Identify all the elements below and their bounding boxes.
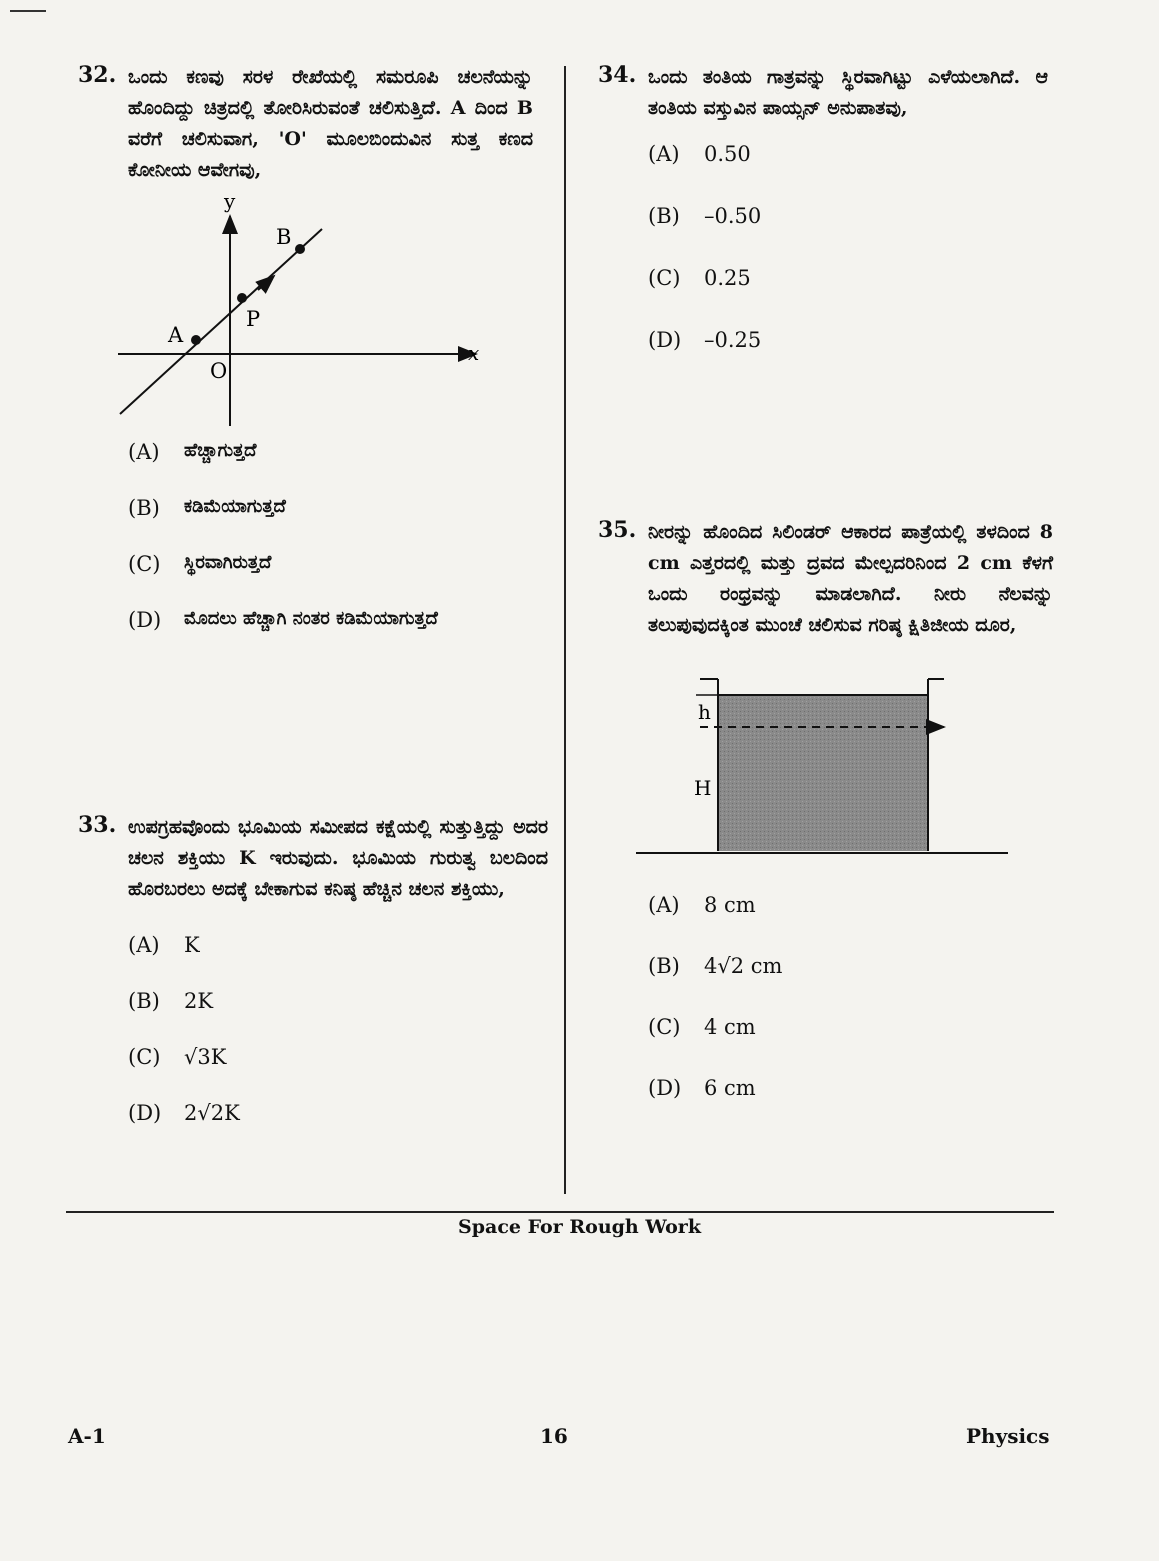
option-text: ಸ್ಥಿರವಾಗಿರುತ್ತದೆ <box>184 552 272 573</box>
option-text: 6 cm <box>704 1076 756 1100</box>
option-c[interactable] <box>648 266 1058 328</box>
question-number: 32. <box>78 62 117 88</box>
option-a[interactable] <box>128 933 548 989</box>
option-c[interactable] <box>128 552 548 608</box>
point-a-label: A <box>168 323 184 347</box>
option-d[interactable] <box>648 1076 1058 1137</box>
option-text: √3K <box>184 1045 227 1069</box>
question-number: 35. <box>598 517 637 543</box>
rough-work-divider <box>66 1211 1054 1213</box>
point-b-dot <box>295 244 305 254</box>
question-32 <box>78 62 548 747</box>
option-text: ಕಡಿಮೆಯಾಗುತ್ತದೆ <box>184 496 286 517</box>
particle-line-diagram <box>110 194 490 434</box>
option-c[interactable] <box>648 1015 1058 1076</box>
question-text: ಒಂದು ತಂತಿಯ ಗಾತ್ರವನ್ನು ಸ್ಥಿರವಾಗಿಟ್ಟು ಎಳೆಯಲಾಗಿದೆ. ಆ ತಂತಿಯ ವಸ್ತುವಿನ ಪಾಯ್ಸನ್ ಅನುಪಾತವು, <box>648 66 1048 119</box>
option-label: (C) <box>648 1015 681 1039</box>
option-text: 0.25 <box>704 266 751 290</box>
option-d[interactable] <box>128 1101 548 1157</box>
option-text: K <box>184 933 200 957</box>
question-35 <box>598 517 1058 1137</box>
options-list <box>648 893 1058 1137</box>
option-a[interactable] <box>648 893 1058 954</box>
option-label: (A) <box>128 440 160 464</box>
option-label: (C) <box>128 552 161 576</box>
option-a[interactable] <box>648 142 1058 204</box>
option-label: (A) <box>648 142 680 166</box>
left-column <box>78 62 548 1157</box>
option-text: 4√2 cm <box>704 954 783 978</box>
option-label: (D) <box>128 1101 162 1125</box>
option-text: 4 cm <box>704 1015 756 1039</box>
question-34 <box>598 62 1058 517</box>
option-label: (D) <box>128 608 162 632</box>
option-label: (B) <box>648 954 680 978</box>
option-label: (B) <box>648 204 680 228</box>
option-label: (B) <box>128 496 160 520</box>
trajectory-line <box>120 229 322 414</box>
option-label: (D) <box>648 1076 682 1100</box>
rough-work-label: Space For Rough Work <box>458 1216 701 1238</box>
options-list <box>648 142 1058 390</box>
h-label: h <box>698 700 711 724</box>
option-b[interactable] <box>128 989 548 1045</box>
options-list <box>128 440 548 664</box>
corner-mark <box>10 10 46 12</box>
option-label: (A) <box>128 933 160 957</box>
subject-name: Physics <box>966 1424 1050 1448</box>
point-b-label: B <box>276 225 292 249</box>
point-a-dot <box>191 335 201 345</box>
water-tank-diagram <box>628 671 1048 871</box>
x-axis-label: x <box>468 341 480 365</box>
option-label: (D) <box>648 328 682 352</box>
option-b[interactable] <box>648 204 1058 266</box>
water-body <box>718 695 928 851</box>
question-text: ಒಂದು ಕಣವು ಸರಳ ರೇಖೆಯಲ್ಲಿ ಸಮರೂಪಿ ಚಲನೆಯನ್ನು ಹೊಂದಿದ್ದು ಚಿತ್ರದಲ್ಲಿ ತೋರಿಸಿರುವಂತೆ ಚಲಿಸುತ್ತಿದೆ. A ದಿಂದ B ವರೆಗೆ ಚಲಿಸುವಾಗ, 'O' ಮೂಲಬಿಂದುವಿನ ಸುತ್ತ ಕಣದ ಕೋನೀಯ ಆವೇಗವು, <box>128 66 533 181</box>
option-text: –0.25 <box>704 328 762 352</box>
column-divider <box>564 66 566 1194</box>
option-d[interactable] <box>128 608 548 664</box>
option-label: (C) <box>648 266 681 290</box>
option-text: 2√2K <box>184 1101 240 1125</box>
option-b[interactable] <box>128 496 548 552</box>
option-a[interactable] <box>128 440 548 496</box>
option-text: 8 cm <box>704 893 756 917</box>
question-number: 34. <box>598 62 637 88</box>
page-number: 16 <box>540 1424 568 1448</box>
y-axis-label: y <box>224 194 236 213</box>
question-33 <box>78 812 548 1157</box>
question-text: ಉಪಗ್ರಹವೊಂದು ಭೂಮಿಯ ಸಮೀಪದ ಕಕ್ಷೆಯಲ್ಲಿ ಸುತ್ತುತ್ತಿದ್ದು ಅದರ ಚಲನ ಶಕ್ತಿಯು K ಇರುವುದು. ಭೂಮಿಯ ಗುರುತ್ವ ಬಲದಿಂದ ಹೊರಬರಲು ಅದಕ್ಕೆ ಬೇಕಾಗುವ ಕನಿಷ್ಠ ಹೆಚ್ಚಿನ ಚಲನ ಶಕ್ತಿಯು, <box>128 816 548 900</box>
option-label: (B) <box>128 989 160 1013</box>
origin-label: O <box>210 359 228 383</box>
option-text: ಹೆಚ್ಚಾಗುತ್ತದೆ <box>184 440 257 461</box>
question-text: ನೀರನ್ನು ಹೊಂದಿದ ಸಿಲಿಂಡರ್ ಆಕಾರದ ಪಾತ್ರೆಯಲ್ಲಿ ತಳದಿಂದ 8 cm ಎತ್ತರದಲ್ಲಿ ಮತ್ತು ದ್ರವದ ಮೇಲ್ಪದರಿನಿಂದ 2 cm ಕೆಳಗೆ ಒಂದು ರಂಧ್ರವನ್ನು ಮಾಡಲಾಗಿದೆ. ನೀರು ನೆಲವನ್ನು ತಲುಪುವುದಕ್ಕಿಂತ ಮುಂಚೆ ಚಲಿಸುವ ಗರಿಷ್ಠ ಕ್ಷಿತಿಜೀಯ ದೂರ, <box>648 521 1053 636</box>
point-p-label: P <box>246 307 261 331</box>
H-label: H <box>694 776 712 800</box>
option-label: (A) <box>648 893 680 917</box>
right-column <box>598 62 1058 1137</box>
booklet-code: A-1 <box>68 1424 106 1448</box>
option-text: ಮೊದಲು ಹೆಚ್ಚಾಗಿ ನಂತರ ಕಡಿಮೆಯಾಗುತ್ತದೆ <box>184 608 438 629</box>
options-list <box>128 933 548 1157</box>
direction-arrow <box>258 276 274 290</box>
option-d[interactable] <box>648 328 1058 390</box>
point-p-dot <box>237 293 247 303</box>
option-c[interactable] <box>128 1045 548 1101</box>
option-text: 2K <box>184 989 214 1013</box>
option-b[interactable] <box>648 954 1058 1015</box>
question-number: 33. <box>78 812 117 838</box>
option-text: –0.50 <box>704 204 762 228</box>
option-label: (C) <box>128 1045 161 1069</box>
option-text: 0.50 <box>704 142 751 166</box>
